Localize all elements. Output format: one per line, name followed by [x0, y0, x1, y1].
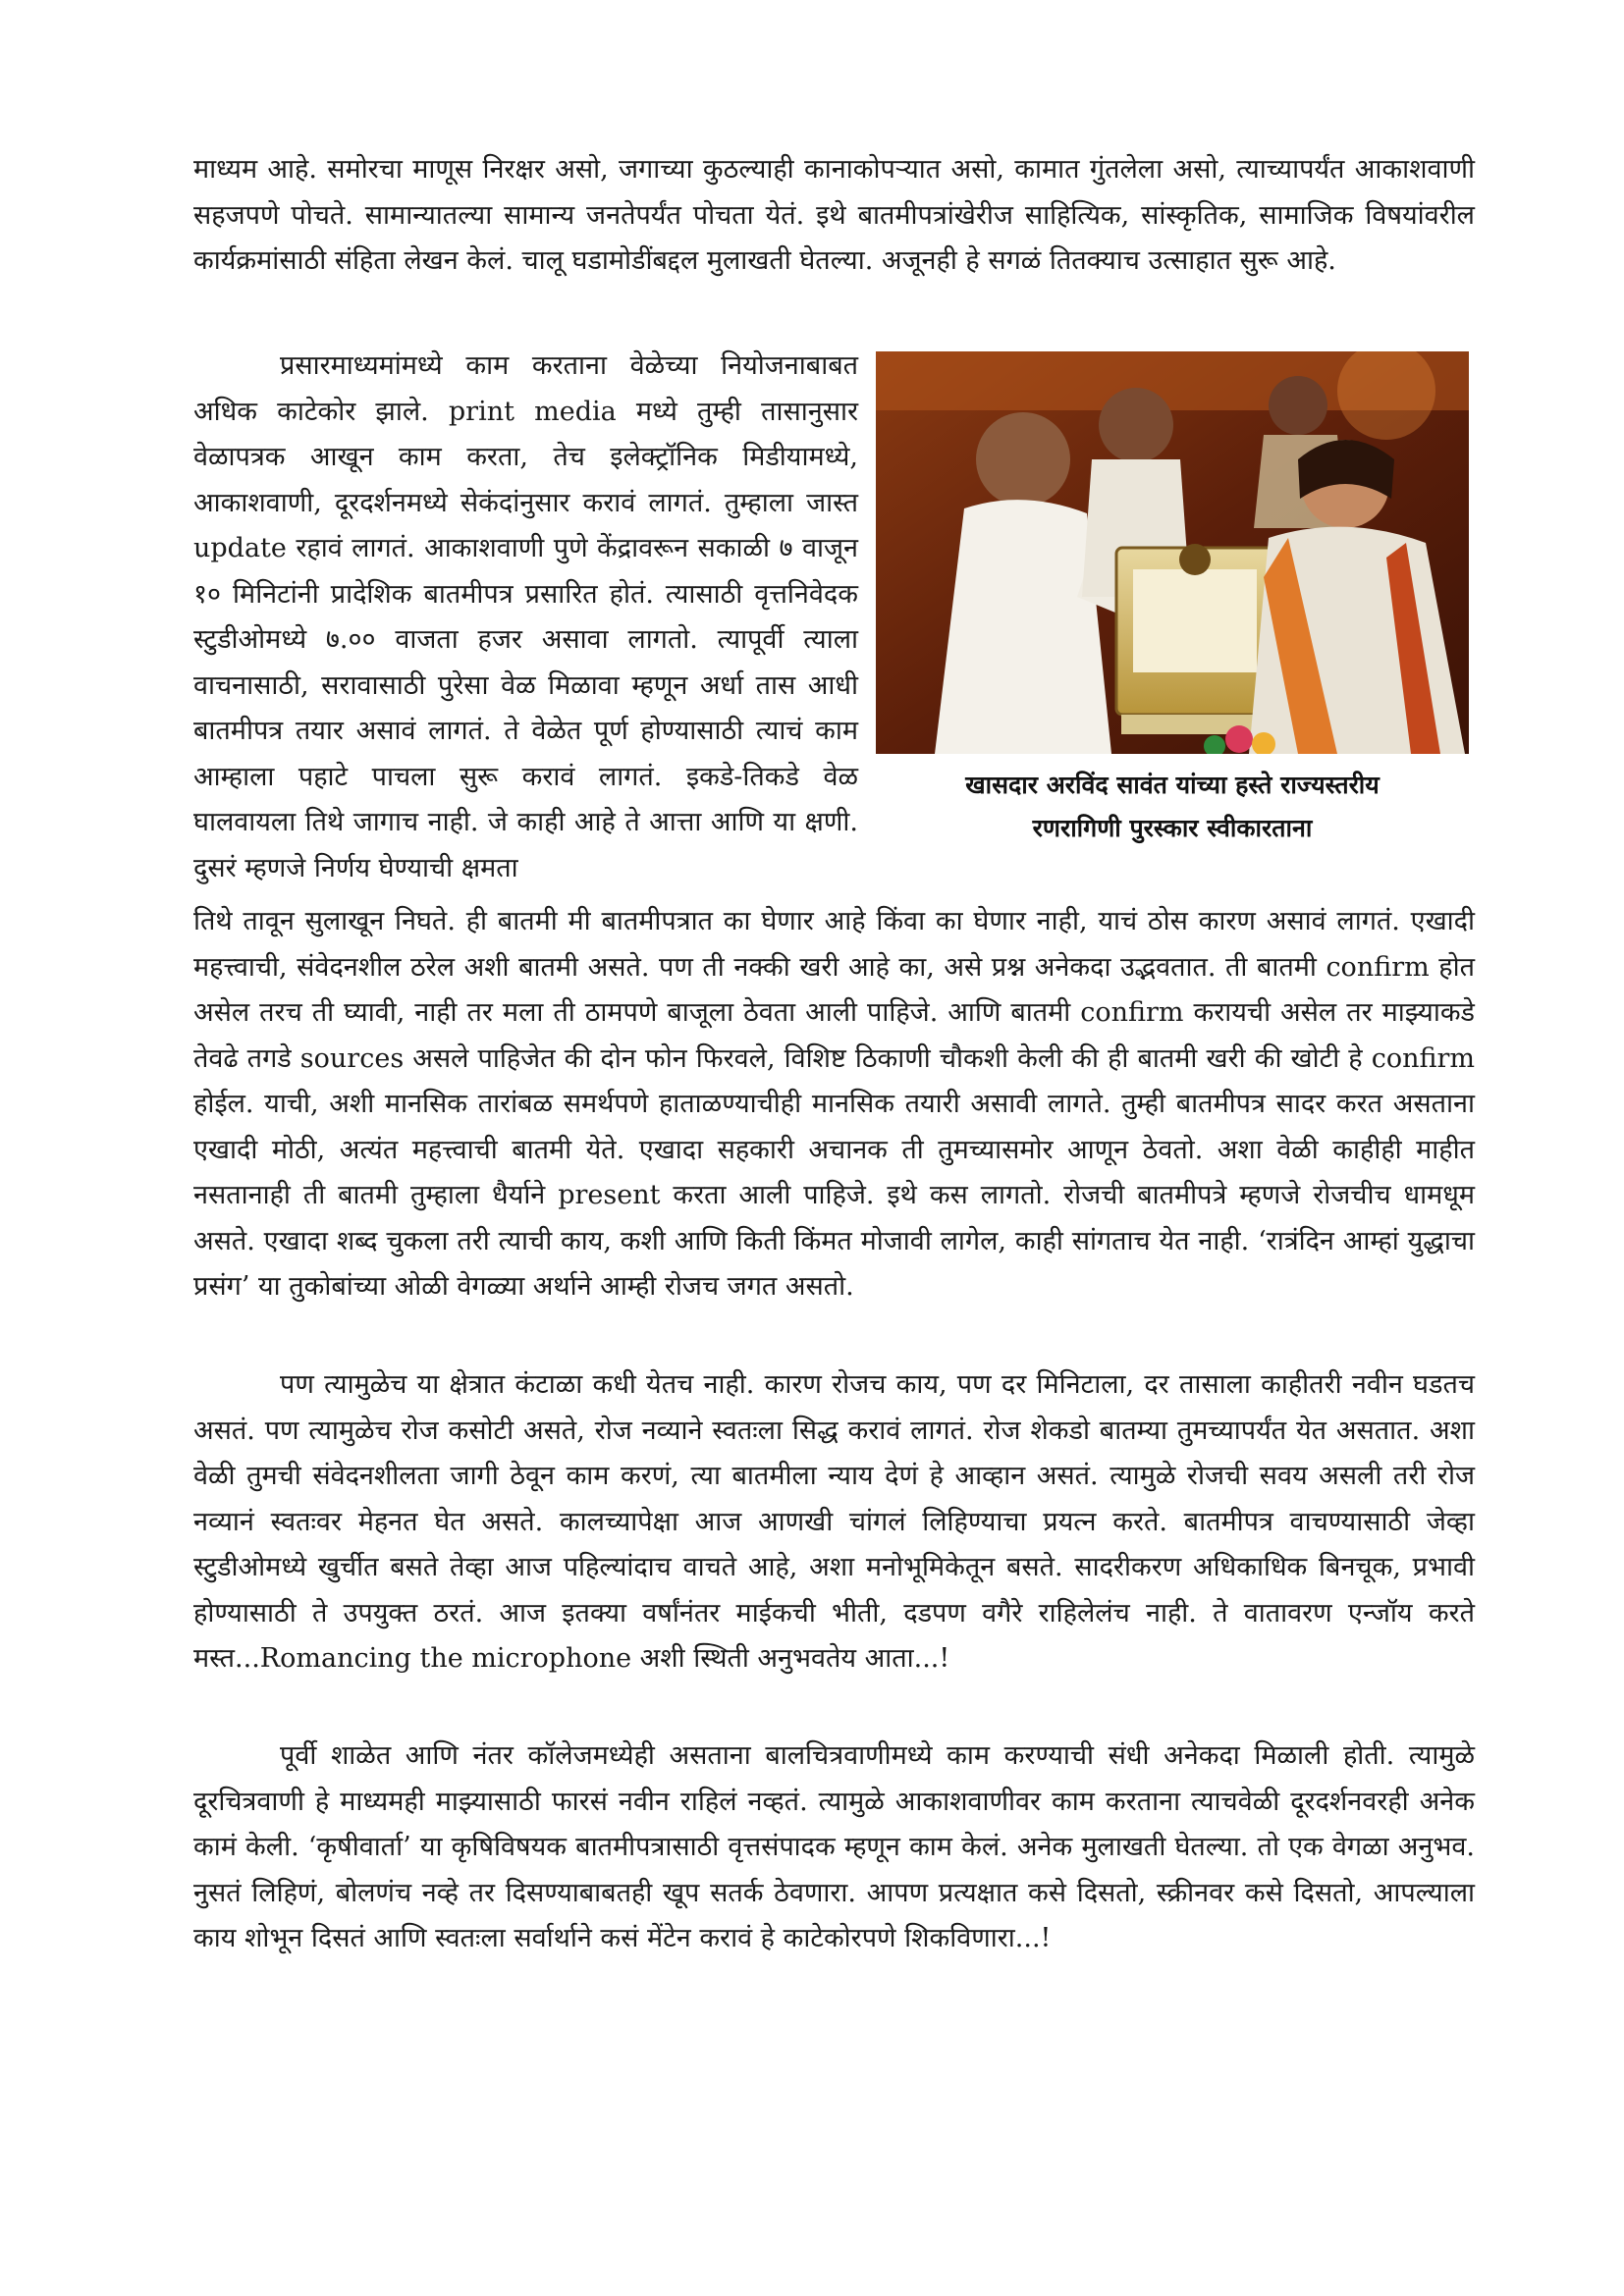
paragraph-4-text: पूर्वी शाळेत आणि नंतर कॉलेजमध्येही असताना बालचित्रवाणीमध्ये काम करण्याची संधी अनेकदा मिळाली होती. त्यामुळे दूरचित्रवाणी हे माध्यमही माझ्यासाठी फारसं नवीन राहिलं नव्हतं. त्यामुळे आकाशवाणीवर काम करताना त्याचवेळी दूरदर्शनवरही अनेक कामं केली. ‘कृषीवार्ता’ या कृषिविषयक बातमीपत्रासाठी वृत्तसंपादक म्हणून काम केलं. अनेक मुलाखती घेतल्या. तो एक वेगळा अनुभव. नुसतं लिहिणं, बोलणंच नव्हे तर दिसण्याबाबतही खूप सतर्क ठेवणारा. आपण प्रत्यक्षात कसे दिसतो, स्क्रीनवर कसे दिसतो, आपल्याला काय शोभून दिसतं आणि स्वतःला सर्वार्थाने कसं मेंटेन करावं हे काटेकोरपणे शिकविणारा...! [193, 1740, 1475, 1953]
award-photo-illustration [876, 351, 1469, 754]
photo-caption-line-1: खासदार अरविंद सावंत यांच्या हस्ते राज्यस्तरीय [965, 771, 1380, 799]
paragraph-4 [193, 1734, 1475, 1962]
paragraph-2-beside-photo [193, 344, 858, 891]
paragraph-1: माध्यम आहे. समोरचा माणूस निरक्षर असो, जगाच्या कुठल्याही कानाकोपऱ्यात असो, कामात गुंतलेला असो, त्याच्यापर्यंत आकाशवाणी सहजपणे पोचते. सामान्यातल्या सामान्य जनतेपर्यंत पोचता येतं. इथे बातमीपत्रांखेरीज साहित्यिक, सांस्कृतिक, सामाजिक विषयांवरील कार्यक्रमांसाठी संहिता लेखन केलं. चालू घडामोडींबद्दल मुलाखती घेतल्या. अजूनही हे सगळं तितक्याच उत्साहात सुरू आहे. [193, 154, 1475, 276]
paragraph-2-text: प्रसारमाध्यमांमध्ये काम करताना वेळेच्या नियोजनाबाबत अधिक काटेकोर झाले. print media मध्ये तुम्ही तासानुसार वेळापत्रक आखून काम करता, तेच इलेक्ट्रॉनिक मिडीयामध्ये, आकाशवाणी, दूरदर्शनमध्ये सेकंदांनुसार करावं लागतं. तुम्हाला जास्त update रहावं लागतं. आकाशवाणी पुणे केंद्रावरून सकाळी ७ वाजून १० मिनिटांनी प्रादेशिक बातमीपत्र प्रसारित होतं. त्यासाठी वृत्तनिवेदक स्टुडीओमध्ये ७.०० वाजता हजर असावा लागतो. त्यापूर्वी त्याला वाचनासाठी, सरावासाठी पुरेसा वेळ मिळावा म्हणून अर्धा तास आधी बातमीपत्र तयार असावं लागतं. ते वेळेत पूर्ण होण्यासाठी त्याचं काम आम्हाला पहाटे पाचला सुरू करावं लागतं. इकडे-तिकडे वेळ घालवायला तिथे जागाच नाही. जे काही आहे ते आत्ता आणि या क्षणी. दुसरं म्हणजे निर्णय घेण्याची क्षमता [193, 350, 858, 883]
photo-caption [876, 764, 1469, 850]
paragraph-3-text: पण त्यामुळेच या क्षेत्रात कंटाळा कधी येतच नाही. कारण रोजच काय, पण दर मिनिटाला, दर तासाला काहीतरी नवीन घडतच असतं. पण त्यामुळेच रोज कसोटी असते, रोज नव्याने स्वतःला सिद्ध करावं लागतं. रोज शेकडो बातम्या तुमच्यापर्यंत येत असतात. अशा वेळी तुमची संवेदनशीलता जागी ठेवून काम करणं, त्या बातमीला न्याय देणं हे आव्हान असतं. त्यामुळे रोजची सवय असली तरी रोज नव्यानं स्वतःवर मेहनत घेत असते. कालच्यापेक्षा आज आणखी चांगलं लिहिण्याचा प्रयत्न करते. बातमीपत्र वाचण्यासाठी जेव्हा स्टुडीओमध्ये खुर्चीत बसते तेव्हा आज पहिल्यांदाच वाचते आहे, अशा मनोभूमिकेतून बसते. सादरीकरण अधिकाधिक बिनचूक, प्रभावी होण्यासाठी ते उपयुक्त ठरतं. आज इतक्या वर्षांनंतर माईकची भीती, दडपण वगैरे राहिलेलंच नाही. ते वातावरण एन्जॉय करते मस्त...Romancing the microphone अशी स्थिती अनुभवतेय आता...! [193, 1369, 1475, 1674]
photo-caption-line-2: रणरागिणी पुरस्कार स्वीकारताना [1032, 814, 1313, 842]
paragraph-3 [193, 1362, 1475, 1682]
paragraph-2-continued: तिथे तावून सुलाखून निघते. ही बातमी मी बातमीपत्रात का घेणार आहे किंवा का घेणार नाही, याचं ठोस कारण असावं लागतं. एखादी महत्त्वाची, संवेदनशील ठरेल अशी बातमी असते. पण ती नक्की खरी आहे का, असे प्रश्न अनेकदा उद्भवतात. ती बातमी confirm होत असेल तरच ती घ्यावी, नाही तर मला ती ठामपणे बाजूला ठेवता आली पाहिजे. आणि बातमी confirm करायची असेल तर माझ्याकडे तेवढे तगडे sources असले पाहिजेत की दोन फोन फिरवले, विशिष्ट ठिकाणी चौकशी केली की ही बातमी खरी की खोटी हे confirm होईल. याची, अशी मानसिक तारांबळ समर्थपणे हाताळण्याचीही मानसिक तयारी असावी लागते. तुम्ही बातमीपत्र सादर करत असताना एखादी मोठी, अत्यंत महत्त्वाची बातमी येते. एखादा सहकारी अचानक ती तुमच्यासमोर आणून ठेवतो. अशा वेळी काहीही माहीत नसतानाही ती बातमी तुम्हाला धैर्याने present करता आली पाहिजे. इथे कस लागतो. रोजची बातमीपत्रे म्हणजे रोजचीच धामधूम असते. एखादा शब्द चुकला तरी त्याची काय, कशी आणि किती किंमत मोजावी लागेल, काही सांगताच येत नाही. ‘रात्रंदिन आम्हां युद्धाचा प्रसंग’ या तुकोबांच्या ओळी वेगळ्या अर्थाने आम्ही रोजच जगत असतो. [193, 906, 1475, 1302]
award-photo [876, 351, 1469, 754]
